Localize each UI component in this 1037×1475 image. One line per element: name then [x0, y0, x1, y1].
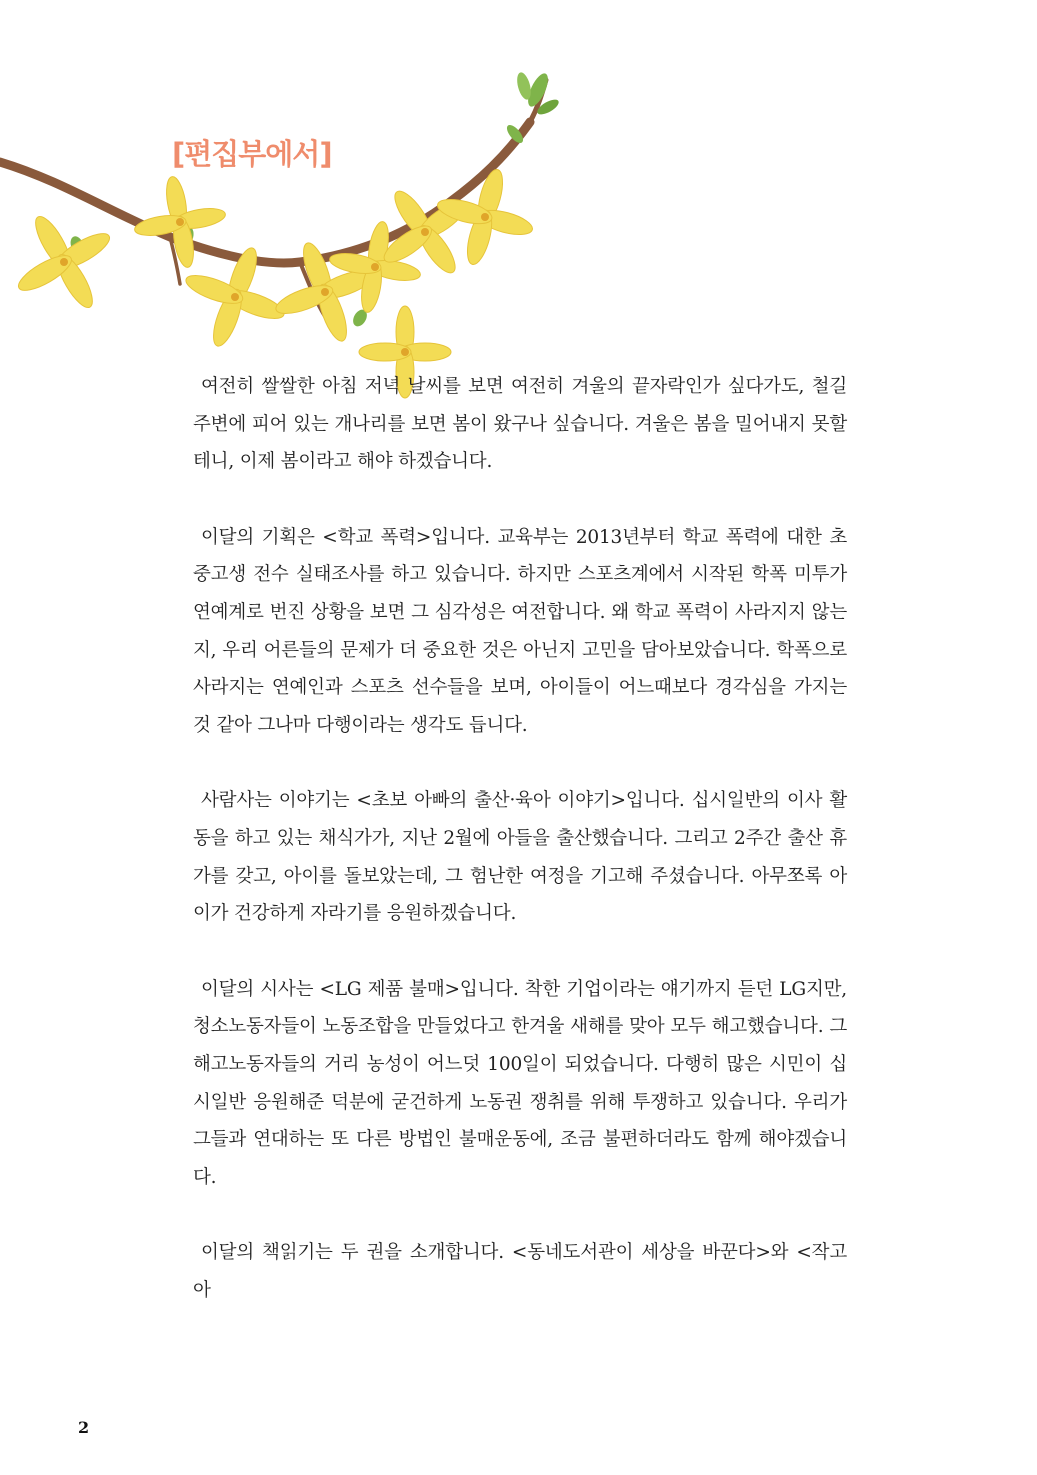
paragraph-book-review: 이달의 책읽기는 두 권을 소개합니다. <동네도서관이 세상을 바꾼다>와 <작고 아 [193, 1242, 847, 1301]
editorial-article [193, 368, 847, 1347]
page-number: 2 [78, 1418, 90, 1437]
forsythia-branch-illustration [0, 62, 582, 407]
section-title: [편집부에서] [172, 137, 332, 171]
paragraph-intro: 여전히 쌀쌀한 아침 저녁 날씨를 보면 여전히 겨울의 끝자락인가 싶다가도, 철길 주변에 피어 있는 개나리를 보면 봄이 왔구나 싶습니다. 겨울은 봄을 밀어내지 못할테니, 이제 봄이라고 해야 하겠습니다. [193, 376, 847, 473]
paragraph-people-story: 사람사는 이야기는 <초보 아빠의 출산·육아 이야기>입니다. 십시일반의 이사 활동을 하고 있는 채식가가, 지난 2월에 아들을 출산했습니다. 그리고 2주간 출산 휴가를 갖고, 아이를 돌보았는데, 그 험난한 여정을 기고해 주셨습니다. 아무쪼록 아이가 건강하게 자라기를 응원하겠습니다. [193, 790, 847, 925]
paragraph-feature: 이달의 기획은 <학교 폭력>입니다. 교육부는 2013년부터 학교 폭력에 대한 초중고생 전수 실태조사를 하고 있습니다. 하지만 스포츠계에서 시작된 학폭 미투가 연예계로 번진 상황을 보면 그 심각성은 여전합니다. 왜 학교 폭력이 사라지지 않는지, 우리 어른들의 문제가 더 중요한 것은 아닌지 고민을 담아보았습니다. 학폭으로 사라지는 연예인과 스포츠 선수들을 보며, 아이들이 어느때보다 경각심을 가지는 것 같아 그나마 다행이라는 생각도 듭니다. [193, 526, 847, 736]
paragraph-current-affairs: 이달의 시사는 <LG 제품 불매>입니다. 착한 기업이라는 얘기까지 듣던 LG지만, 청소노동자들이 노동조합을 만들었다고 한겨울 새해를 맞아 모두 해고했습니다. 그 해고노동자들의 거리 농성이 어느덧 100일이 되었습니다. 다행히 많은 시민이 십시일반 응원해준 덕분에 굳건하게 노동권 쟁취를 위해 투쟁하고 있습니다. 우리가 그들과 연대하는 또 다른 방법인 불매운동에, 조금 불편하더라도 함께 해야겠습니다. [193, 978, 847, 1188]
